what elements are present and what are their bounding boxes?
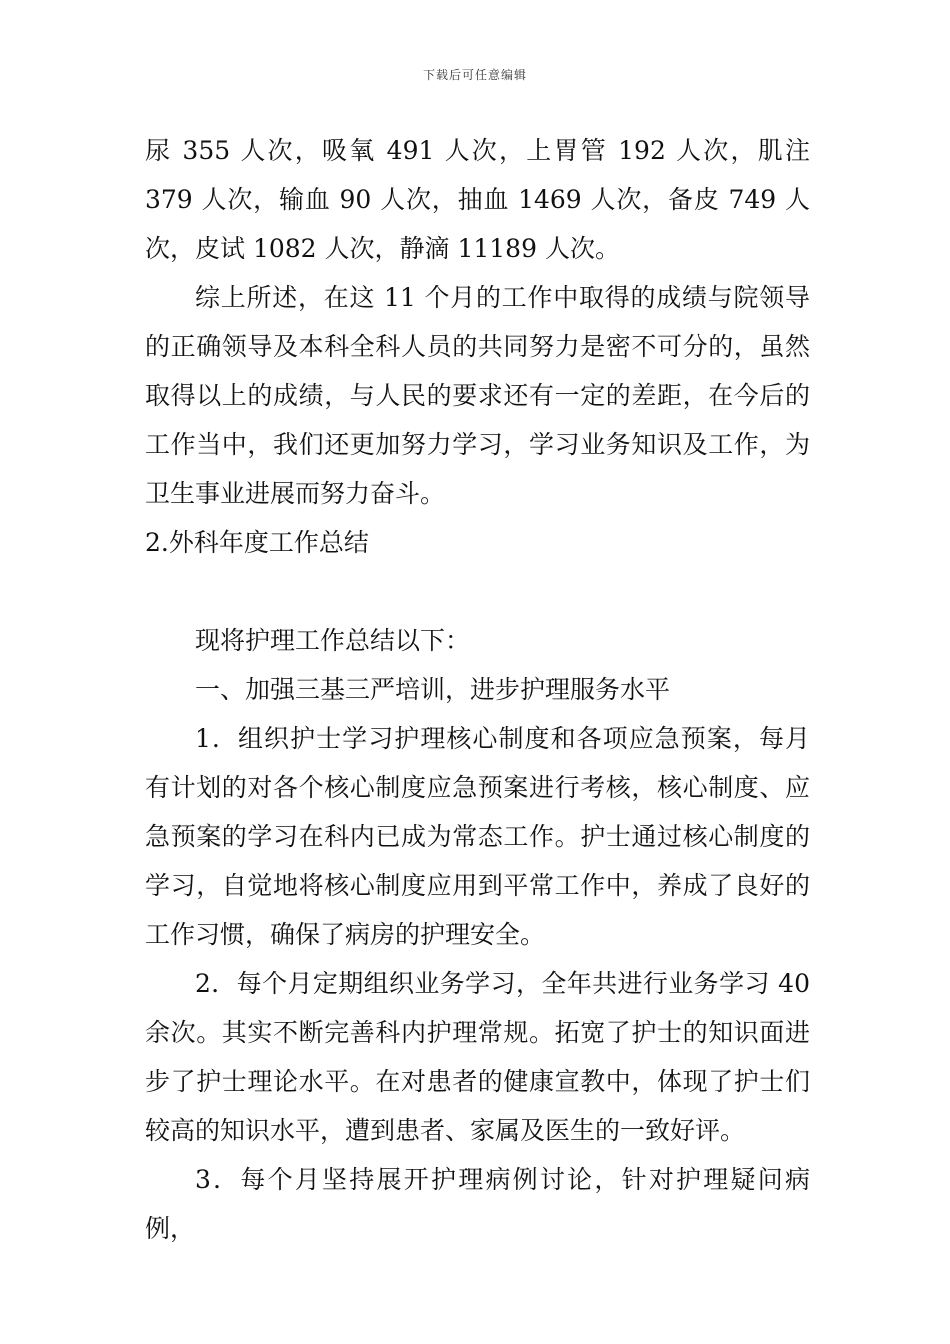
paragraph-statistics: 尿 355 人次，吸氧 491 人次，上胃管 192 人次，肌注 379 人次，输血 90 人次，抽血 1469 人次，备皮 749 人次，皮试 1082 人次，静滴 11189 人次。 xyxy=(145,136,810,263)
section-title: 2.外科年度工作总结 xyxy=(145,528,369,557)
paragraph-item-3: 3．每个月坚持展开护理病例讨论，针对护理疑问病例， xyxy=(145,1165,810,1243)
paragraph-summary: 综上所述，在这 11 个月的工作中取得的成绩与院领导的正确领导及本科全科人员的共同努力是密不可分的，虽然取得以上的成绩，与人民的要求还有一定的差距，在今后的工作当中，我们还更加努力学习，学习业务知识及工作，为卫生事业进展而努力奋斗。 xyxy=(145,283,810,508)
paragraph-intro: 现将护理工作总结以下： xyxy=(195,626,471,655)
subsection-title: 一、加强三基三严培训，进步护理服务水平 xyxy=(195,675,671,704)
page-header: 下载后可任意编辑 xyxy=(422,68,527,82)
blank-line xyxy=(145,567,810,616)
paragraph-item-2: 2．每个月定期组织业务学习，全年共进行业务学习 40 余次。其实不断完善科内护理常规。拓宽了护士的知识面进步了护士理论水平。在对患者的健康宣教中，体现了护士们较高的知识水平，遭到患者、家属及医生的一致好评。 xyxy=(145,969,810,1145)
document-body xyxy=(145,126,810,1253)
paragraph-item-1: 1．组织护士学习护理核心制度和各项应急预案，每月有计划的对各个核心制度应急预案进行考核，核心制度、应急预案的学习在科内已成为常态工作。护士通过核心制度的学习，自觉地将核心制度应用到平常工作中，养成了良好的工作习惯，确保了病房的护理安全。 xyxy=(145,724,810,949)
